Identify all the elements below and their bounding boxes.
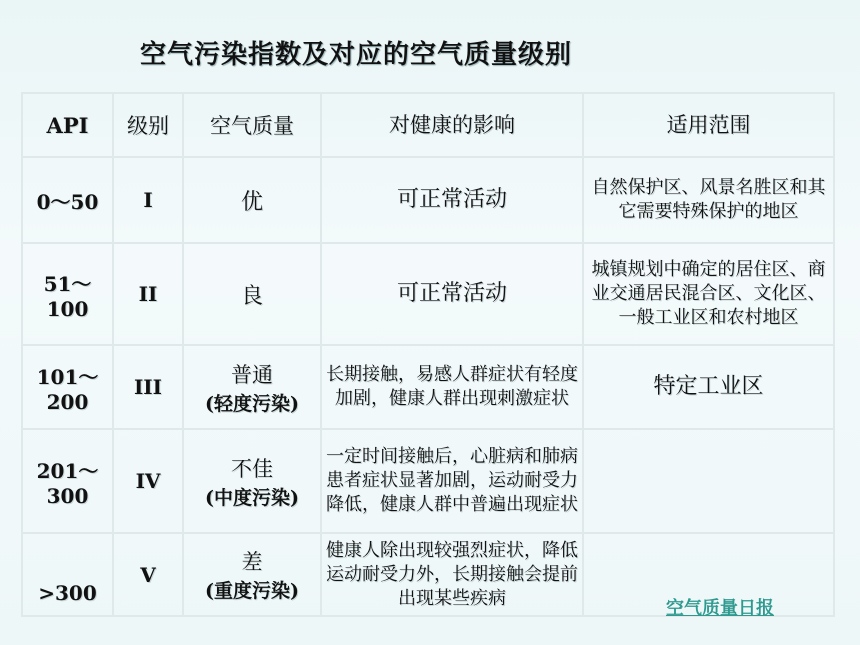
api-table <box>21 92 835 617</box>
cell-health: 长期接触，易感人群症状有轻度加剧，健康人群出现刺激症状 <box>321 345 583 429</box>
cell-level: V <box>113 533 183 616</box>
table-row <box>22 243 834 345</box>
cell-quality <box>183 243 321 345</box>
quality-label: 普通 <box>231 362 273 387</box>
table-row <box>22 345 834 429</box>
cell-quality <box>183 157 321 243</box>
cell-api: 0～50 <box>22 157 113 243</box>
cell-level: IV <box>113 429 183 533</box>
header-quality: 空气质量 <box>183 93 321 157</box>
quality-note: (中度污染) <box>205 486 299 509</box>
cell-scope <box>583 429 834 533</box>
quality-label: 优 <box>240 189 263 215</box>
cell-quality <box>183 345 321 429</box>
cell-api: 201～300 <box>22 429 113 533</box>
cell-level: II <box>113 243 183 345</box>
cell-health: 可正常活动 <box>321 157 583 243</box>
quality-label: 良 <box>240 283 263 309</box>
cell-api: >300 <box>22 533 113 616</box>
header-api: API <box>22 93 113 157</box>
cell-health: 一定时间接触后，心脏病和肺病患者症状显著加剧，运动耐受力降低，健康人群中普遍出现症状 <box>321 429 583 533</box>
quality-label: 差 <box>241 550 263 574</box>
cell-api: 51～100 <box>22 243 113 345</box>
cell-scope: 特定工业区 <box>583 345 834 429</box>
header-level: 级别 <box>113 93 183 157</box>
table-row <box>22 429 834 533</box>
table-row <box>22 157 834 243</box>
page-title: 空气污染指数及对应的空气质量级别 <box>140 40 573 70</box>
quality-note: (重度污染) <box>205 580 299 602</box>
cell-quality <box>183 533 321 616</box>
cell-level: III <box>113 345 183 429</box>
table-header-row <box>22 93 834 157</box>
cell-health: 可正常活动 <box>321 243 583 345</box>
quality-label: 不佳 <box>231 456 273 481</box>
air-quality-report-link[interactable]: 空气质量日报 <box>666 598 774 619</box>
header-scope: 适用范围 <box>583 93 834 157</box>
cell-scope: 城镇规划中确定的居住区、商业交通居民混合区、文化区、一般工业区和农村地区 <box>583 243 834 345</box>
header-health: 对健康的影响 <box>321 93 583 157</box>
cell-health: 健康人除出现较强烈症状，降低运动耐受力外，长期接触会提前出现某些疾病 <box>321 533 583 616</box>
cell-scope: 自然保护区、风景名胜区和其它需要特殊保护的地区 <box>583 157 834 243</box>
quality-note: (轻度污染) <box>205 392 299 415</box>
cell-level: I <box>113 157 183 243</box>
cell-quality <box>183 429 321 533</box>
cell-api: 101～200 <box>22 345 113 429</box>
